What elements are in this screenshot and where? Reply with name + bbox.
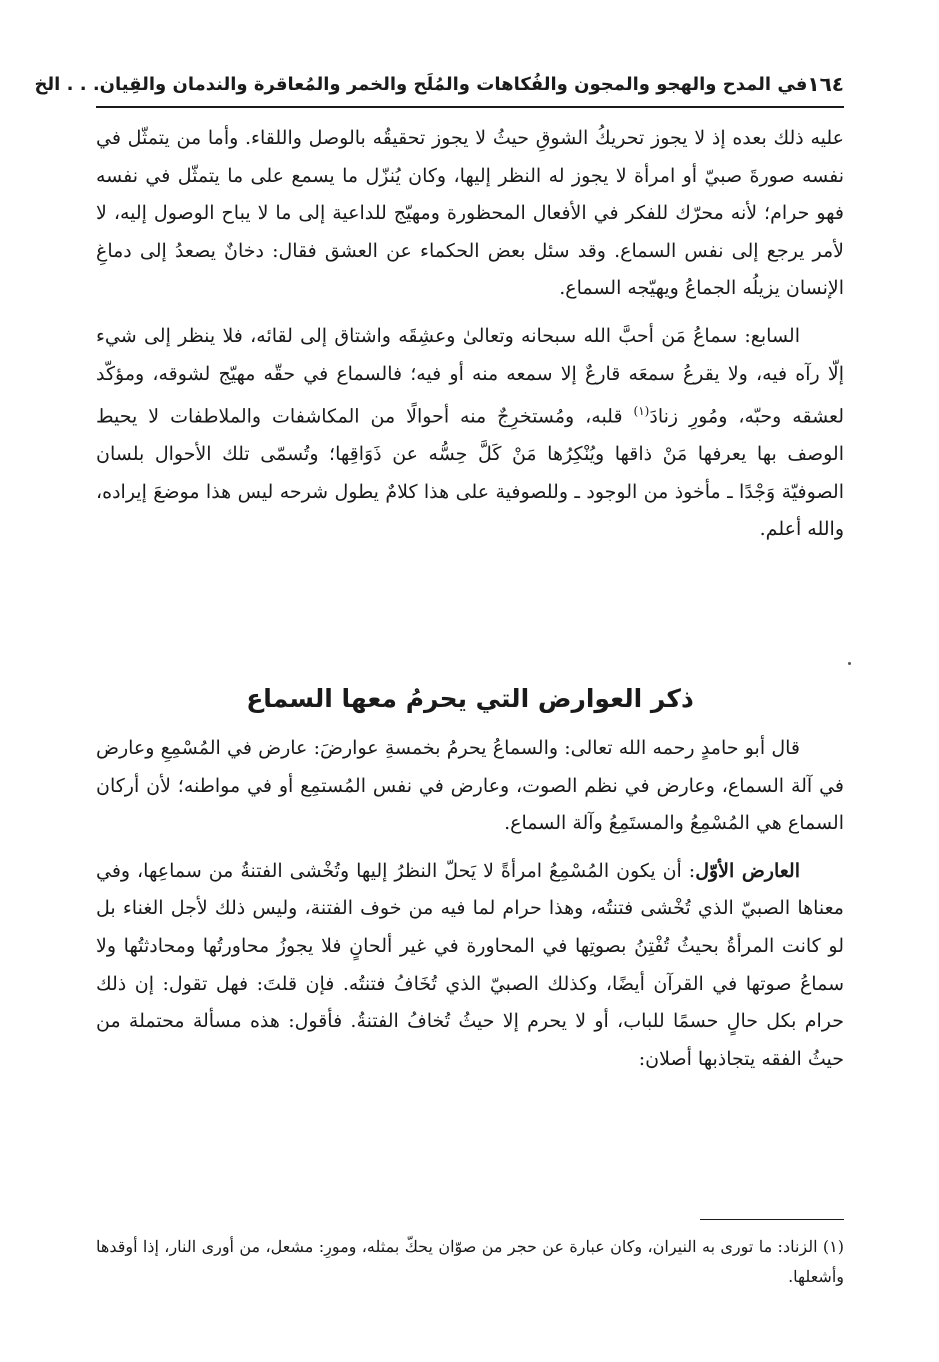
- running-title: في المدح والهجو والمجون والفُكاهات والمُلَح والخمر والمُعاقرة والندمان والقِيان. . . الخ: [34, 73, 808, 95]
- paragraph-seventh: [96, 318, 844, 549]
- paragraph-seventh-part1: السابع: سماعُ مَن أحبَّ الله سبحانه وتعالىٰ وعشِقَه واشتاق إلى لقائه، فلا ينظر إلى شيء إلّا رآه فيه، ولا يقرعُ سمعَه قارعٌ إلا سمعه منه أو فيه؛ فالسماع في حقّه مهيّج لشوقه، ومؤكّد لعشقه وحبّه، ومُورِ زنادَ: [96, 324, 844, 428]
- first-obstacle-label: العارض الأوّل: [695, 859, 800, 882]
- body-text-top: [96, 120, 844, 549]
- body-text-bottom: [96, 730, 844, 1078]
- paragraph-continuation: عليه ذلك بعده إذ لا يجوز تحريكُ الشوقِ حيثُ لا يجوز تحقيقُه بالوصل واللقاء. وأما من يتمثّل في نفسه صورةَ صبيّ أو امرأة لا يجوز له النظر إليها، وكان يُنزّل ما يسمع على ما يتمثّل في نفسه فهو حرام؛ لأنه محرّك للفكر في الأفعال المحظورة ومهيّج للداعية إلى ما لا يباح الوصول إليه، لا لأمر يرجع إلى نفس السماع. وقد سئل بعض الحكماء عن العشق فقال: دخانٌ يصعدُ إلى دماغِ الإنسان يزيلُه الجماعُ ويهيّجه السماع.: [96, 127, 844, 300]
- section-heading: ذكر العوارض التي يحرمُ معها السماع: [246, 684, 694, 713]
- margin-dot: [848, 662, 851, 665]
- footnote: (١) الزناد: ما تورى به النيران، وكان عبارة عن حجر من صوّان يحكّ بمثله، ومورِ: مشعل، من أورى النار، إذا أوقدها وأشعلها.: [96, 1237, 844, 1286]
- paragraph-first-obstacle: [96, 853, 844, 1079]
- footnote-marker[interactable]: (١): [633, 404, 650, 419]
- page-header: [34, 66, 844, 102]
- first-obstacle-text: : أن يكون المُسْمِعُ امرأةً لا يَحلّ النظرُ إليها وتُخْشى الفتنةُ من سماعِها، وفي معناها الصبيّ الذي تُخْشى فتنتُه، وهذا حرام لما فيه من خوف الفتنة، وليس ذلك لأجل الغناء بل لو كانت المرأةُ بحيثُ تُفْتِنُ بصوتِها في المحاورة في غير ألحانٍ فلا يجوزُ محاورتُها ومحادثتُها ولا سماعُ صوتها في القرآن أيضًا، وكذلك الصبيّ الذي تُخَافُ فتنتُه. فإن قلتَ: فهل تقول: إن ذلك حرام بكل حالٍ حسمًا للباب، أو لا يحرم إلا حيثُ تُخافُ الفتنةُ. فأقول: هذه مسألة محتملة من حيثُ الفقه يتجاذبها أصلان:: [96, 859, 844, 1070]
- page-number: ١٦٤: [807, 72, 844, 96]
- header-rule: [96, 106, 844, 108]
- footnote-rule: [700, 1219, 844, 1220]
- paragraph-intro: قال أبو حامدٍ رحمه الله تعالى: والسماعُ يحرمُ بخمسةِ عوارضَ: عارض في المُسْمِعِ وعارض في آلة السماع، وعارض في نظم الصوت، وعارض في نفس المُستمِع أو في مواطنه؛ لأن أركان السماع هي المُسْمِعُ والمستَمِعُ وآلة السماع.: [96, 737, 844, 835]
- paragraph-seventh-part2: قلبه، ومُستخرِجٌ منه أحوالًا من المكاشفات والملاطفات لا يحيط الوصف بها يعرفها مَنْ ذاقها ويُنْكِرُها مَنْ كَلَّ حِسُّه عن ذَوَاقِها؛ وتُسمّى تلك الأحوال بلسان الصوفيّة وَجْدًا ـ مأخوذ من الوجود ـ وللصوفية على هذا كلامٌ يطول شرحه ليس هذا موضعَ إيراده، والله أعلم.: [96, 405, 844, 541]
